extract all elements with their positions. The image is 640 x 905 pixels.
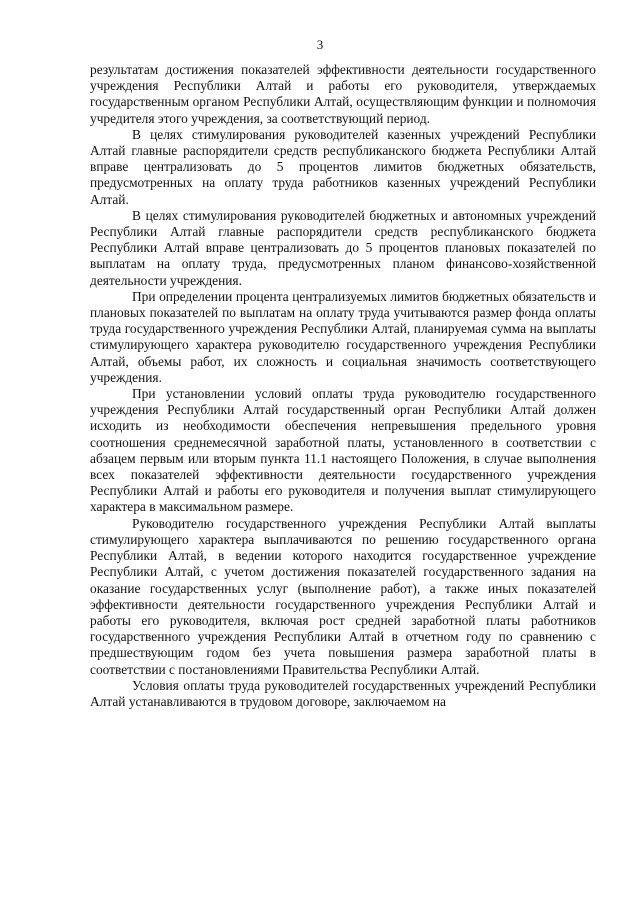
paragraph-6: Руководителю государственного учреждения Республики Алтай выплаты стимулирующего характера выплачиваются по решению государственного органа Республики Алтай, в ведении которого находится государственное учреждение Республики Алтай, с учетом достижения показателей государственного задания на оказание государственных услуг (выполнение работ), а также иных показателей эффективности деятельности государственного учреждения Республики Алтай и работы его руководителя, включая рост средней заработной платы работников государственного учреждения Республики Алтай в отчетном году по сравнению с предшествующим годом без учета повышения размера заработной платы в соответствии с постановлениями Правительства Республики Алтай. [90,515,596,677]
paragraph-1: результатам достижения показателей эффективности деятельности государственного учреждения Республики Алтай и работы его руководителя, утверждаемых государственным органом Республики Алтай, осуществляющим функции и полномочия учредителя этого учреждения, за соответствующий период. [90,62,596,126]
paragraph-4: При определении процента централизуемых лимитов бюджетных обязательств и плановых показателей по выплатам на оплату труда учитываются размер фонда оплаты труда государственного учреждения Республики Алтай, планируемая сумма на выплаты стимулирующего характера руководителю государственного учреждения Республики Алтай, объемы работ, их сложность и социальная значимость соответствующего учреждения. [90,288,596,385]
paragraph-2: В целях стимулирования руководителей казенных учреждений Республики Алтай главные распорядители средств республиканского бюджета Республики Алтай вправе централизовать до 5 процентов лимитов бюджетных обязательств, предусмотренных на оплату труда работников казенных учреждений Республики Алтай. [90,126,596,207]
paragraph-5: При установлении условий оплаты труда руководителю государственного учреждения Республики Алтай государственный орган Республики Алтай должен исходить из необходимости обеспечения непревышения предельного уровня соотношения среднемесячной заработной платы, установленного в соответствии с абзацем первым или вторым пункта 11.1 настоящего Положения, в случае выполнения всех показателей эффективности деятельности государственного учреждения Республики Алтай и работы его руководителя и получения выплат стимулирующего характера в максимальном размере. [90,386,596,515]
page-number: 3 [316,37,324,52]
document-body [90,62,596,710]
paragraph-3: В целях стимулирования руководителей бюджетных и автономных учреждений Республики Алтай главные распорядители средств республиканского бюджета Республики Алтай вправе централизовать до 5 процентов плановых показателей по выплатам на оплату труда, предусмотренных планом финансово-хозяйственной деятельности учреждения. [90,207,596,288]
paragraph-7: Условия оплаты труда руководителей государственных учреждений Республики Алтай устанавливаются в трудовом договоре, заключаемом на [90,677,596,709]
